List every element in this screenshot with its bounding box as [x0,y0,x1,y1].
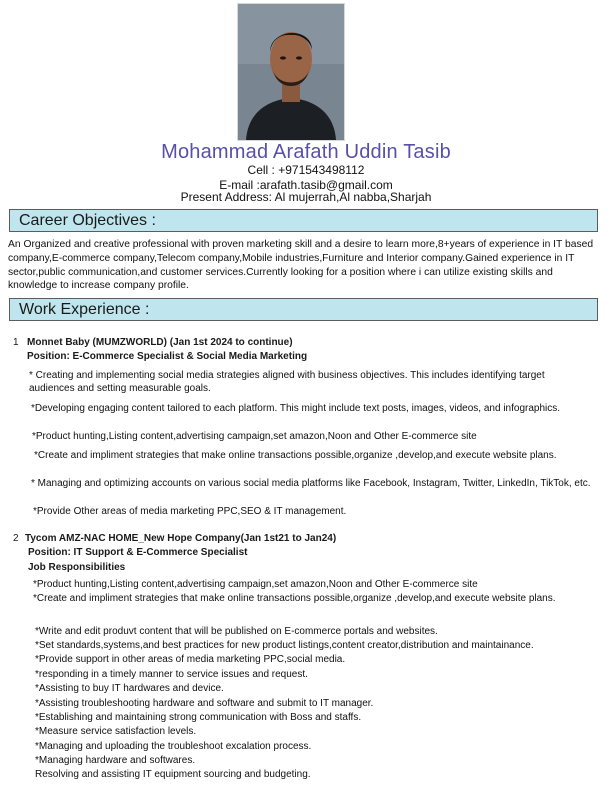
email-address: E-mail :arafath.tasib@gmail.com [219,178,393,192]
job-bullet: *Create and impliment strategies that make online transactions possible,organize ,develop,and execute website plans. [33,593,556,604]
career-objectives-header [9,209,598,232]
job-bullet: *Assisting troubleshooting hardware and software and submit to IT manager. [35,698,374,709]
job-bullet: *Set standards,systems,and best practices for new product listings,content creator,distribution and maintainance. [35,640,534,651]
job-bullet: *Establishing and maintaining strong communication with Boss and staffs. [35,712,362,723]
job-bullet: * Managing and optimizing accounts on various social media platforms like Facebook, Instagram, Twitter, LinkedIn, TikTok, etc. [31,478,591,489]
job-bullet: *Measure service satisfaction levels. [35,726,197,737]
job-company: Monnet Baby (MUMZWORLD) (Jan 1st 2024 to continue) [27,337,293,348]
job-bullet: *Assisting to buy IT hardwares and device. [35,683,224,694]
work-experience-header [9,298,598,321]
section-title: Career Objectives : [19,212,156,229]
section-title: Work Experience : [19,301,150,318]
job-bullet: Resolving and assisting IT equipment sourcing and budgeting. [35,769,311,780]
job-bullet: *Provide Other areas of media marketing PPC,SEO & IT management. [33,506,347,517]
job-bullet: *Create and impliment strategies that make online transactions possible,organize ,develop,and execute website plans. [34,450,557,461]
cell-number: Cell : +971543498112 [247,163,365,177]
job-bullet: *Product hunting,Listing content,advertising campaign,set amazon,Noon and Other E-commerce site [33,579,478,590]
job-bullet: *Developing engaging content tailored to each platform. This might include text posts, images, videos, and infographics. [31,403,561,414]
job-bullet: * Creating and implementing social media strategies aligned with business objectives. This includes identifying target audiences and setting measurable goals. [29,370,545,394]
candidate-name: Mohammad Arafath Uddin Tasib [161,141,451,163]
job-bullet: *Managing and uploading the troubleshoot excalation process. [35,741,312,752]
job-number: 1 [13,337,19,348]
career-objective-text: An Organized and creative professional with proven marketing skill and a desire to learn more,8+years of experience in IT based company,E-commerce company,Telecom company,Mobile industries,Furniture and Interior company.Gained experience in IT sector,public communication,and customer services.Currently looking for a position where i can utilize existing skills and knowledge to increase company profile. [8,239,594,292]
job-position: Position: IT Support & E-Commerce Specialist [28,547,248,558]
job-number: 2 [13,533,19,544]
job-bullet: *Provide support in other areas of media marketing PPC,social media. [35,654,346,665]
profile-photo [237,3,345,141]
job-position: Position: E-Commerce Specialist & Social Media Marketing [27,351,308,362]
job-bullet: *Managing hardware and softwares. [35,755,196,766]
job-responsibilities-label: Job Responsibilities [28,562,126,573]
job-bullet: *responding in a timely manner to service issues and request. [35,669,308,680]
job-bullet: *Product hunting,Listing content,advertising campaign,set amazon,Noon and Other E-commerce site [32,431,477,442]
job-company: Tycom AMZ-NAC HOME_New Hope Company(Jan 1st21 to Jan24) [25,533,337,544]
job-bullet: *Write and edit produvt content that will be published on E-commerce portals and websites. [35,626,438,637]
present-address: Present Address: Al mujerrah,Al nabba,Sharjah [180,190,432,204]
